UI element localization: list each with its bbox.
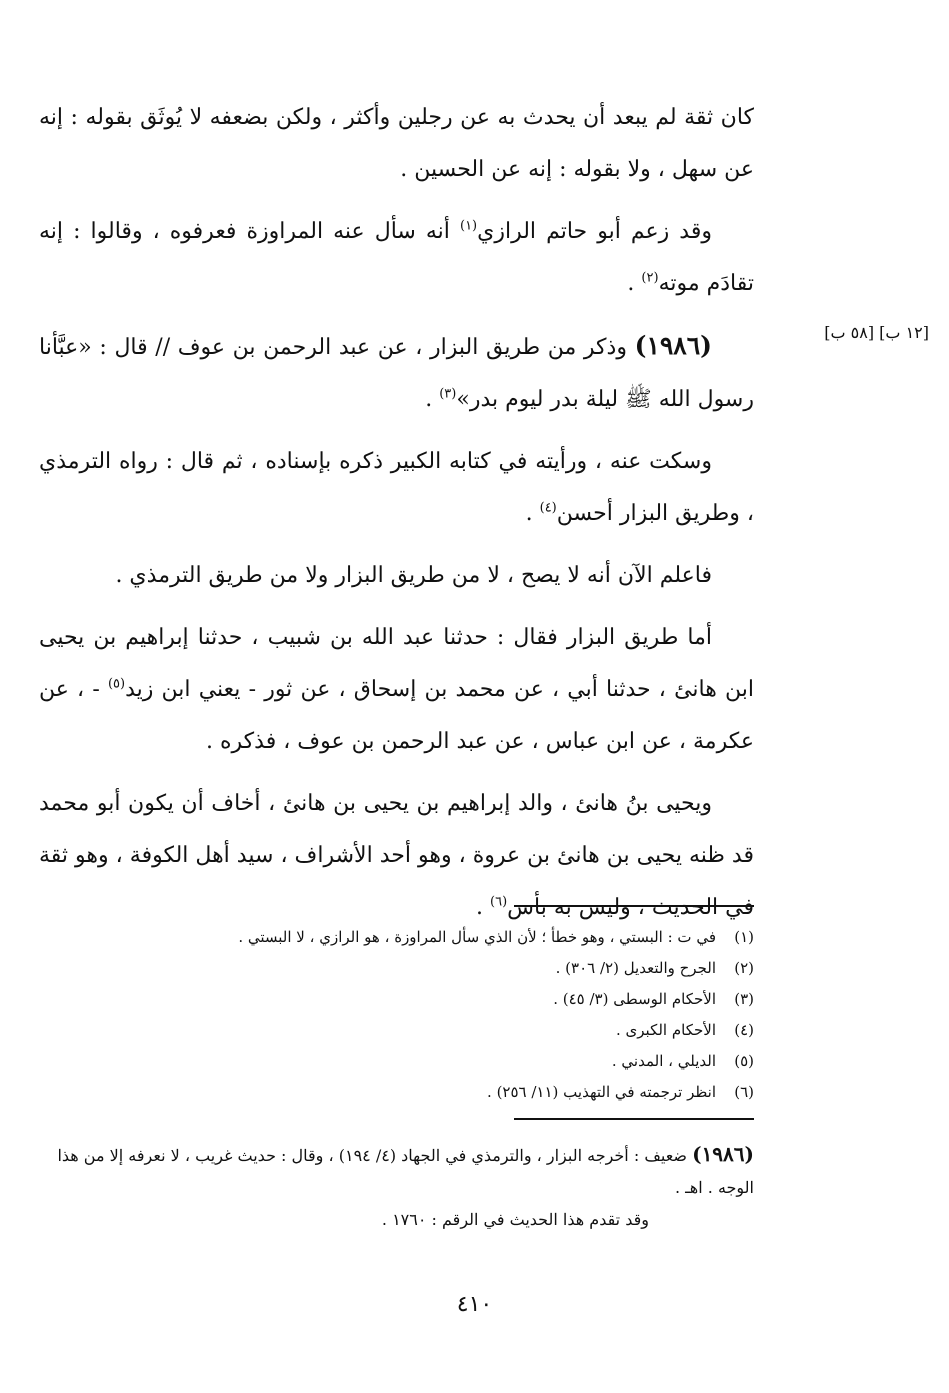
takhrij-divider	[514, 1118, 754, 1120]
footnote-ref-4[interactable]: (٤)	[539, 500, 557, 516]
paragraph-3	[39, 320, 754, 426]
paragraph-1: كان ثقة لم يبعد أن يحدث به عن رجلين وأكثر ، ولكن بضعفه لا يُوثَق بقوله : إنه عن سهل ، ولا بقوله : إنه عن الحسين .	[39, 105, 754, 182]
footnote-text: الأحكام الوسطى (٣/ ٤٥) .	[553, 990, 716, 1008]
paragraph-7-text-b: .	[476, 895, 491, 920]
footnote-text: الجرح والتعديل (٢/ ٣٠٦) .	[555, 959, 716, 977]
footnote-ref-3[interactable]: (٣)	[439, 386, 457, 402]
footnote-text: الأحكام الكبرى .	[615, 1021, 716, 1039]
manuscript-folio-note: [١٢ ب] [٥٨ ب]	[824, 323, 929, 342]
paragraph-3-text-a: وذكر من طريق البزار ، عن عبد الرحمن بن عوف // قال : «عبَّأنا رسول الله ﷺ ليلة بدر ليوم بدر»	[39, 335, 754, 412]
takhrij-text: ضعيف : أخرجه البزار ، والترمذي في الجهاد (٤/ ١٩٤) ، وقال : حديث غريب ، لا نعرفه إلا من هذا الوجه . اهـ .	[57, 1146, 754, 1197]
takhrij-number: (١٩٨٦)	[692, 1142, 754, 1166]
footnote-ref-5[interactable]: (٥)	[107, 676, 126, 692]
footnote-text: انظر ترجمته في التهذيب (١١/ ٢٥٦) .	[487, 1083, 716, 1101]
footnote-text: في ت : البستي ، وهو خطأ ؛ لأن الذي سأل المراوزة ، هو الرازي ، لا البستي .	[238, 928, 716, 946]
paragraph-2-text-c: .	[627, 271, 642, 296]
footnotes	[39, 922, 754, 1108]
footnote-1	[39, 922, 754, 953]
footnote-marker: (٤)	[734, 1021, 754, 1039]
paragraph-2-text-a: وقد زعم أبو حاتم الرازي	[477, 219, 712, 244]
main-text	[39, 92, 754, 944]
paragraph-7-text-a: ويحيى بنُ هانئ ، والد إبراهيم بن يحيى بن هانئ ، أخاف أن يكون أبو محمد قد ظنه يحيى بن هانئ بن عروة ، وهو أحد الأشراف ، سيد أهل الكوفة ، وهو ثقة في الحديث ، وليس به بأس	[39, 791, 754, 920]
hadith-number: (١٩٨٦)	[634, 331, 712, 360]
footnote-5	[39, 1046, 754, 1077]
footnote-divider	[514, 905, 754, 907]
footnote-ref-2[interactable]: (٢)	[641, 270, 659, 286]
paragraph-4	[39, 436, 754, 540]
paragraph-3-text-b: .	[425, 387, 440, 412]
page-number: ٤١٠	[456, 1292, 493, 1317]
paragraph-6-text-b: - ، عن عكرمة ، عن ابن عباس ، عن عبد الرحمن بن عوف ، فذكره .	[39, 677, 754, 754]
footnote-6	[39, 1077, 754, 1108]
footnote-ref-6[interactable]: (٦)	[490, 894, 508, 910]
paragraph-2-text-b: أنه سأل عنه المراوزة فعرفوه ، وقالوا : إنه تقادَم موته	[39, 219, 754, 296]
paragraph-6	[39, 612, 754, 768]
footnote-marker: (١)	[734, 928, 754, 946]
footnote-marker: (٢)	[734, 959, 754, 977]
footnote-marker: (٣)	[734, 990, 754, 1008]
paragraph-7	[39, 778, 754, 934]
paragraph-4-text-b: .	[525, 501, 540, 526]
takhrij-line-1	[39, 1138, 754, 1204]
footnote-3	[39, 984, 754, 1015]
takhrij-note	[39, 1138, 754, 1236]
footnote-text: الديلي ، المدني .	[611, 1052, 716, 1070]
footnote-marker: (٦)	[734, 1083, 754, 1101]
footnote-marker: (٥)	[734, 1052, 754, 1070]
footnote-ref-1[interactable]: (١)	[459, 218, 478, 234]
paragraph-4-text-a: وسكت عنه ، ورأيته في كتابه الكبير ذكره بإسناده ، ثم قال : رواه الترمذي ، وطريق البزار أحسن	[39, 449, 754, 526]
paragraph-6-text-a: أما طريق البزار فقال : حدثنا عبد الله بن شبيب ، حدثنا إبراهيم بن يحيى ابن هانئ ، حدثنا أبي ، عن محمد بن إسحاق ، عن ثور - يعني ابن زيد	[39, 625, 754, 702]
paragraph-2	[39, 206, 754, 310]
footnote-4	[39, 1015, 754, 1046]
footnote-2	[39, 953, 754, 984]
paragraph-5: فاعلم الآن أنه لا يصح ، لا من طريق البزار ولا من طريق الترمذي .	[115, 563, 712, 588]
takhrij-line-2: وقد تقدم هذا الحديث في الرقم : ١٧٦٠ .	[381, 1210, 649, 1229]
